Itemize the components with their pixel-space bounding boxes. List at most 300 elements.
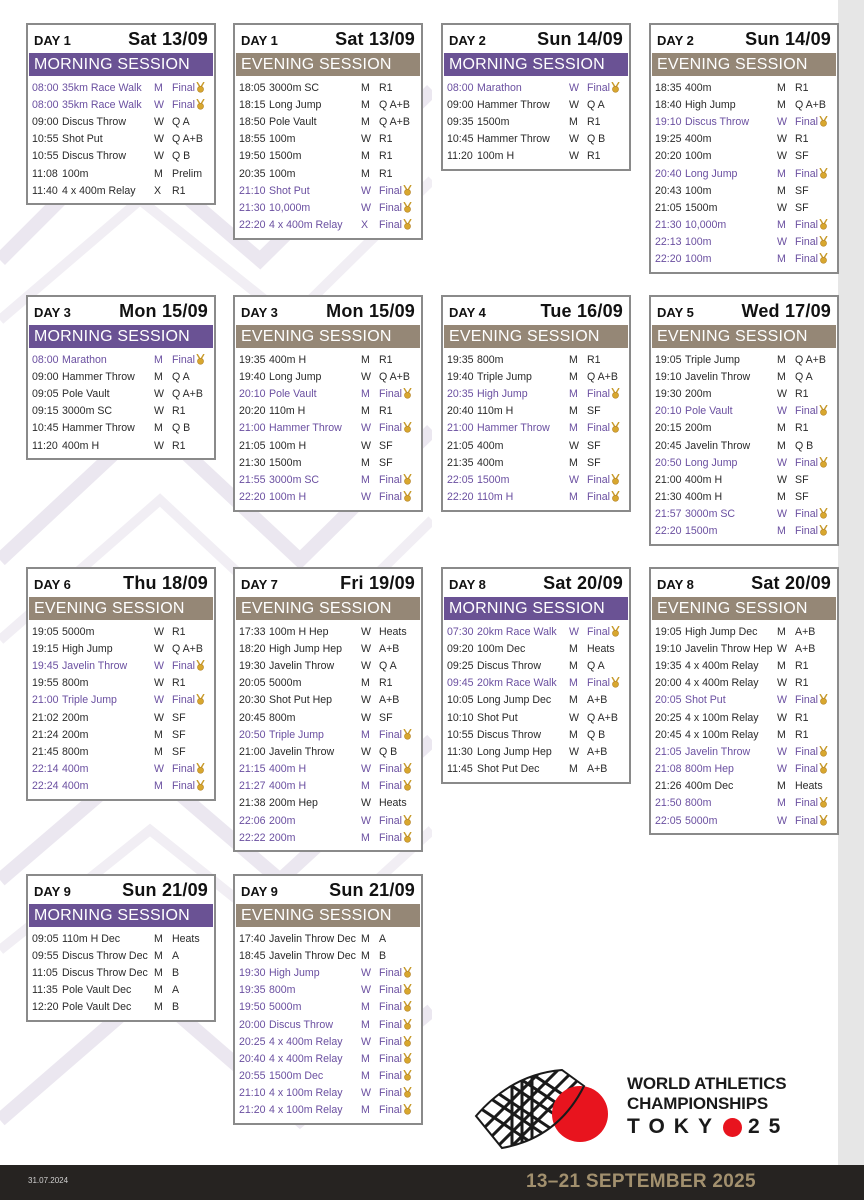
event-gender: M (154, 728, 163, 741)
event-name: 400m (685, 133, 712, 146)
medal-icon (818, 236, 828, 248)
event-row (239, 726, 417, 743)
event-time: 21:55 (239, 473, 266, 486)
event-time: 08:00 (32, 353, 59, 366)
event-stage-label: Q A (172, 115, 190, 128)
event-row (447, 420, 625, 437)
event-row (655, 795, 833, 812)
event-stage-label: Final (587, 422, 610, 435)
event-row (447, 96, 625, 113)
event-row (239, 1050, 417, 1067)
event-time: 22:14 (32, 763, 59, 776)
event-name: 800m (269, 711, 296, 724)
event-stage-label: Final (795, 167, 818, 180)
event-stage-label: Q B (172, 150, 191, 163)
event-stage (379, 780, 417, 792)
event-name: 400m H (685, 491, 723, 504)
event-gender: M (777, 253, 786, 266)
event-gender: W (777, 508, 787, 521)
event-stage-label: Final (795, 814, 818, 827)
event-name: 100m (685, 236, 712, 249)
event-stage-label: R1 (172, 405, 186, 418)
event-name: 800m (62, 745, 89, 758)
event-row (655, 182, 833, 199)
event-stage (587, 746, 625, 758)
event-stage (379, 712, 417, 724)
medal-icon (402, 474, 412, 486)
event-name: 4 x 400m Relay (685, 677, 759, 690)
event-time: 22:24 (32, 780, 59, 793)
event-name: 4 x 400m Relay (685, 659, 759, 672)
event-name: Hammer Throw (269, 422, 342, 435)
medal-icon (402, 185, 412, 197)
event-name: Discus Throw (477, 728, 541, 741)
event-time: 21:30 (655, 491, 682, 504)
event-row (32, 79, 210, 96)
event-gender: W (361, 184, 371, 197)
event-list (235, 348, 421, 510)
event-name: 400m Dec (685, 780, 734, 793)
event-row (239, 113, 417, 130)
event-stage-label: R1 (795, 711, 809, 724)
event-time: 18:50 (239, 115, 266, 128)
event-row (32, 351, 210, 368)
event-name: 1500m (685, 525, 718, 538)
event-gender: M (361, 831, 370, 844)
event-stage (587, 371, 625, 383)
event-name: 400m (62, 763, 89, 776)
event-stage-label: Q A+B (795, 353, 826, 366)
event-name: 4 x 100m Relay (269, 1087, 343, 1100)
event-row (655, 623, 833, 640)
event-name: 20km Race Walk (477, 677, 557, 690)
event-stage (172, 150, 210, 162)
event-name: Pole Vault (685, 405, 733, 418)
schedule-card (26, 874, 216, 1022)
event-stage-label: Final (379, 473, 402, 486)
event-time: 17:33 (239, 625, 266, 638)
event-stage-label: Final (379, 814, 402, 827)
medal-icon (610, 626, 620, 638)
event-time: 21:00 (32, 694, 59, 707)
event-time: 11:05 (32, 966, 58, 979)
event-stage (587, 440, 625, 452)
event-stage (379, 746, 417, 758)
event-row (239, 1033, 417, 1050)
event-row (32, 692, 210, 709)
logo-red-dot-icon (723, 1118, 742, 1137)
schedule-card (26, 567, 216, 801)
event-row (447, 657, 625, 674)
event-name: 100m H (477, 150, 515, 163)
session-banner: EVENING SESSION (652, 53, 836, 76)
event-name: High Jump (62, 642, 113, 655)
event-stage-label: R1 (379, 150, 393, 163)
event-stage (795, 660, 833, 672)
event-time: 21:27 (239, 780, 266, 793)
event-row (655, 385, 833, 402)
logo-line-2: CHAMPIONSHIPS (627, 1094, 768, 1113)
event-stage-label: Final (379, 1070, 402, 1083)
event-row (239, 79, 417, 96)
event-time: 21:35 (447, 456, 474, 469)
event-time: 20:25 (239, 1035, 266, 1048)
event-stage (379, 626, 417, 638)
day-date: Mon 15/09 (326, 300, 415, 321)
event-gender: M (777, 797, 786, 810)
event-stage-label: R1 (172, 439, 186, 452)
event-stage-label: Q A+B (795, 98, 826, 111)
event-time: 20:45 (239, 711, 266, 724)
event-row (239, 420, 417, 437)
event-row (32, 964, 210, 981)
event-name: Shot Put (269, 184, 310, 197)
logo-line-3 (627, 1114, 827, 1140)
event-gender: W (777, 763, 787, 776)
event-stage-label: R1 (379, 353, 393, 366)
event-row (447, 148, 625, 165)
event-stage-label: Final (172, 81, 195, 94)
event-gender: W (154, 642, 164, 655)
event-stage-label: R1 (172, 677, 186, 690)
event-time: 21:24 (32, 728, 59, 741)
event-stage (379, 763, 417, 775)
event-row (32, 743, 210, 760)
event-stage-label: Final (795, 745, 818, 758)
event-gender: M (777, 422, 786, 435)
event-time: 08:00 (32, 98, 59, 111)
event-stage-label: Final (379, 1018, 402, 1031)
event-stage (379, 694, 417, 706)
event-stage (795, 729, 833, 741)
event-name: Triple Jump (685, 353, 740, 366)
event-time: 11:20 (447, 150, 473, 163)
event-gender: W (569, 81, 579, 94)
event-time: 22:13 (655, 236, 682, 249)
event-name: 400m H (269, 353, 307, 366)
event-gender: W (154, 439, 164, 452)
medal-icon (195, 763, 205, 775)
event-name: 100m H (269, 439, 307, 452)
event-name: 35km Race Walk (62, 81, 142, 94)
event-gender: W (361, 1035, 371, 1048)
event-time: 18:55 (239, 133, 266, 146)
event-row (32, 640, 210, 657)
event-time: 10:10 (447, 711, 474, 724)
event-stage (379, 660, 417, 672)
event-time: 20:40 (655, 167, 682, 180)
event-name: Marathon (477, 81, 522, 94)
event-gender: M (154, 949, 163, 962)
event-stage-label: B (172, 966, 180, 979)
event-gender: W (154, 405, 164, 418)
event-row (239, 351, 417, 368)
event-time: 09:00 (32, 370, 59, 383)
event-row (239, 489, 417, 506)
event-time: 20:10 (655, 405, 682, 418)
event-row (239, 148, 417, 165)
event-stage (379, 440, 417, 452)
event-name: Long Jump (269, 98, 322, 111)
event-name: Hammer Throw (477, 133, 550, 146)
event-stage-label: Q A (587, 98, 605, 111)
event-gender: M (361, 677, 370, 690)
event-gender: M (777, 219, 786, 232)
event-time: 19:30 (655, 387, 682, 400)
event-row (655, 709, 833, 726)
event-stage-label: A+B (587, 763, 608, 776)
event-gender: M (154, 780, 163, 793)
event-row (655, 437, 833, 454)
medal-icon (818, 508, 828, 520)
event-gender: W (361, 133, 371, 146)
event-time: 21:50 (655, 797, 682, 810)
event-name: 100m Dec (477, 642, 526, 655)
card-header (235, 297, 421, 325)
event-stage (587, 457, 625, 469)
event-stage (795, 354, 833, 366)
event-stage-label: A+B (587, 694, 608, 707)
medal-icon (402, 1087, 412, 1099)
event-stage (795, 626, 833, 638)
event-stage-label: R1 (795, 133, 809, 146)
event-row (239, 403, 417, 420)
medal-icon (402, 1070, 412, 1082)
footer-bar (0, 1165, 864, 1200)
event-stage-label: Q A+B (379, 370, 410, 383)
card-header (443, 25, 629, 53)
event-time: 19:10 (655, 642, 682, 655)
event-stage (587, 422, 625, 434)
event-name: 35km Race Walk (62, 98, 142, 111)
event-list (235, 927, 421, 1123)
event-gender: M (777, 525, 786, 538)
day-date: Sat 20/09 (543, 572, 623, 593)
session-banner: EVENING SESSION (652, 597, 836, 620)
event-gender: M (361, 1104, 370, 1117)
event-gender: W (569, 745, 579, 758)
event-name: Hammer Throw (477, 422, 550, 435)
day-date: Wed 17/09 (741, 300, 831, 321)
event-time: 09:05 (32, 932, 59, 945)
schedule-card (441, 567, 631, 784)
event-gender: M (569, 728, 578, 741)
event-row (32, 726, 210, 743)
event-name: 400m (685, 81, 712, 94)
event-gender: W (361, 439, 371, 452)
event-stage (795, 712, 833, 724)
medal-icon (818, 815, 828, 827)
event-row (239, 1102, 417, 1119)
event-time: 19:55 (32, 677, 59, 690)
event-stage (172, 950, 210, 962)
event-name: 100m (269, 167, 296, 180)
event-stage (379, 405, 417, 417)
event-row (447, 761, 625, 778)
event-name: 3000m SC (269, 473, 320, 486)
event-stage-label: R1 (795, 659, 809, 672)
event-name: 110m H (269, 405, 306, 418)
medal-icon (402, 1053, 412, 1065)
event-stage-label: Q A+B (172, 642, 203, 655)
event-name: 400m H (269, 780, 307, 793)
event-stage (795, 643, 833, 655)
event-row (655, 506, 833, 523)
event-name: Javelin Throw Hep (685, 642, 773, 655)
event-time: 21:08 (655, 763, 682, 776)
event-gender: W (154, 133, 164, 146)
schedule-card (233, 295, 423, 512)
medal-icon (818, 746, 828, 758)
championships-logo-text (627, 1074, 827, 1140)
event-stage-label: Final (172, 659, 195, 672)
championships-logo-icon (472, 1066, 614, 1152)
event-time: 20:25 (655, 711, 682, 724)
event-name: 4 x 400m Relay (269, 219, 343, 232)
medal-icon (818, 457, 828, 469)
event-time: 19:25 (655, 133, 682, 146)
event-time: 20:15 (655, 422, 682, 435)
event-stage-label: Final (587, 473, 610, 486)
event-time: 19:05 (655, 353, 682, 366)
event-stage-label: SF (795, 184, 809, 197)
event-row (239, 1068, 417, 1085)
medal-icon (818, 405, 828, 417)
event-row (447, 454, 625, 471)
medal-icon (402, 1001, 412, 1013)
event-stage (379, 984, 417, 996)
event-stage (172, 677, 210, 689)
event-stage (172, 133, 210, 145)
schedule-card (233, 567, 423, 852)
event-gender: M (361, 1018, 370, 1031)
event-stage (587, 712, 625, 724)
event-row (32, 930, 210, 947)
event-name: Pole Vault Dec (62, 984, 132, 997)
medal-icon (195, 354, 205, 366)
event-stage (795, 815, 833, 827)
medal-icon (402, 422, 412, 434)
event-row (447, 623, 625, 640)
event-name: 4 x 100m Relay (685, 728, 759, 741)
event-stage (795, 797, 833, 809)
event-name: 4 x 400m Relay (269, 1052, 343, 1065)
event-name: 100m (685, 150, 712, 163)
event-time: 21:05 (239, 439, 266, 452)
event-name: High Jump Hep (269, 642, 343, 655)
event-stage (795, 457, 833, 469)
event-gender: M (777, 780, 786, 793)
event-time: 21:26 (655, 780, 682, 793)
event-stage-label: Heats (795, 780, 823, 793)
event-name: 200m (685, 387, 712, 400)
event-stage (587, 677, 625, 689)
medal-icon (195, 780, 205, 792)
event-name: Javelin Throw (685, 439, 751, 452)
event-stage (172, 746, 210, 758)
medal-icon (610, 82, 620, 94)
event-gender: M (361, 780, 370, 793)
medal-icon (402, 780, 412, 792)
event-gender: M (569, 677, 578, 690)
event-time: 10:55 (447, 728, 474, 741)
event-row (239, 131, 417, 148)
event-stage (172, 660, 210, 672)
event-stage (587, 354, 625, 366)
event-gender: M (569, 763, 578, 776)
event-stage (379, 99, 417, 111)
event-time: 09:55 (32, 949, 59, 962)
event-stage (587, 763, 625, 775)
event-row (655, 113, 833, 130)
event-row (655, 351, 833, 368)
event-name: Long Jump (269, 370, 322, 383)
event-stage-label: A (172, 984, 180, 997)
event-name: 5000m (62, 625, 95, 638)
medal-icon (402, 763, 412, 775)
event-gender: W (154, 625, 164, 638)
event-stage-label: SF (587, 439, 601, 452)
event-gender: M (777, 370, 786, 383)
event-gender: M (361, 167, 370, 180)
day-date: Sat 20/09 (751, 572, 831, 593)
day-label: DAY 8 (449, 577, 486, 592)
event-gender: M (154, 422, 163, 435)
event-gender: W (154, 711, 164, 724)
event-name: 400m (477, 456, 504, 469)
event-list (235, 76, 421, 238)
event-row (32, 131, 210, 148)
card-header (443, 569, 629, 597)
event-stage-label: Prelim (172, 167, 203, 180)
event-time: 09:00 (32, 115, 59, 128)
event-stage-label: Final (379, 1001, 402, 1014)
session-banner: EVENING SESSION (236, 53, 420, 76)
event-row (655, 403, 833, 420)
event-row (239, 982, 417, 999)
event-stage-label: Final (795, 508, 818, 521)
event-stage (795, 405, 833, 417)
event-gender: M (361, 949, 370, 962)
event-row (447, 79, 625, 96)
event-gender: M (777, 353, 786, 366)
event-list (235, 620, 421, 850)
event-time: 22:05 (655, 814, 682, 827)
event-gender: M (154, 353, 163, 366)
event-row (239, 471, 417, 488)
event-stage-label: Final (795, 797, 818, 810)
event-gender: M (154, 1001, 163, 1014)
event-stage-label: R1 (795, 387, 809, 400)
event-time: 21:00 (239, 745, 266, 758)
medal-icon (818, 168, 828, 180)
event-row (655, 657, 833, 674)
event-stage-label: Q A (379, 659, 397, 672)
event-name: 3000m SC (269, 81, 320, 94)
event-stage-label: Q A+B (172, 133, 203, 146)
event-name: 200m (269, 831, 296, 844)
event-stage (379, 1104, 417, 1116)
event-row (239, 165, 417, 182)
event-name: Pole Vault Dec (62, 1001, 132, 1014)
day-date: Sat 13/09 (128, 28, 208, 49)
event-row (655, 523, 833, 540)
event-row (655, 79, 833, 96)
medal-icon (610, 491, 620, 503)
event-stage-label: A+B (795, 625, 816, 638)
event-stage (379, 354, 417, 366)
event-list (651, 348, 837, 544)
